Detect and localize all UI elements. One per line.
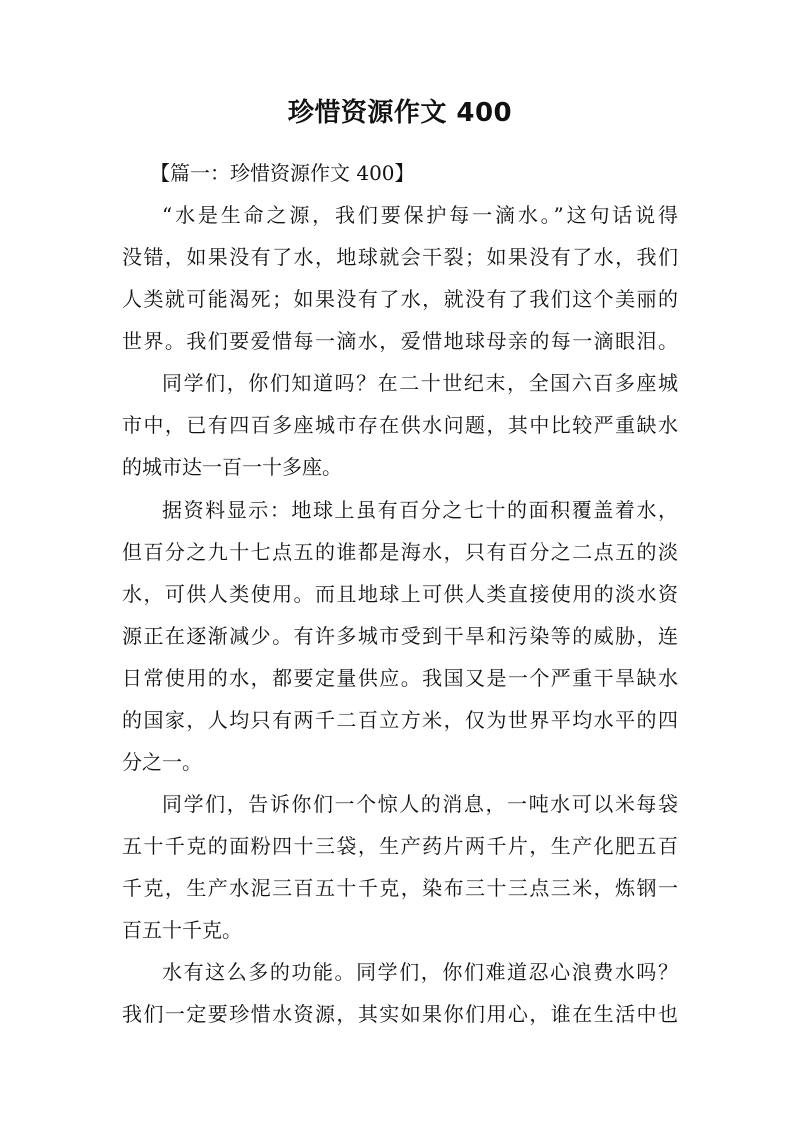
paragraph-line: 据资料显示：地球上虽有百分之七十的面积覆盖着水， <box>162 498 678 522</box>
paragraph-line: 水，可供人类使用。而且地球上可供人类直接使用的淡水资 <box>122 582 678 606</box>
paragraph-line: 源正在逐渐减少。有许多城市受到干旱和污染等的威胁，连 <box>122 624 678 648</box>
paragraph-line: 百五十千克。 <box>122 918 242 942</box>
paragraph-line: 同学们，告诉你们一个惊人的消息，一吨水可以米每袋 <box>162 792 678 816</box>
paragraph-line: 水有这么多的功能。同学们，你们难道忍心浪费水吗？ <box>162 960 678 984</box>
paragraph-line: 同学们，你们知道吗？在二十世纪末，全国六百多座城 <box>162 371 678 395</box>
paragraph-line: “水是生命之源，我们要保护每一滴水。”这句话说得 <box>162 203 678 227</box>
document-title: 珍惜资源作文 400 <box>287 98 513 128</box>
paragraph-line: 我们一定要珍惜水资源，其实如果你们用心，谁在生活中也 <box>122 1002 678 1026</box>
paragraph-line: 但百分之九十七点五的谁都是海水，只有百分之二点五的淡 <box>122 540 678 564</box>
paragraph-line: 市中，已有四百多座城市存在供水问题，其中比较严重缺水 <box>122 413 678 437</box>
paragraph-line: 日常使用的水，都要定量供应。我国又是一个严重干旱缺水 <box>122 666 678 690</box>
paragraph-line: 五十千克的面粉四十三袋，生产药片两千片，生产化肥五百 <box>122 834 678 858</box>
paragraph-line: 的城市达一百一十多座。 <box>122 455 342 479</box>
paragraph-line: 分之一。 <box>122 750 202 774</box>
paragraph-line: 世界。我们要爱惜每一滴水，爱惜地球母亲的每一滴眼泪。 <box>122 329 678 353</box>
section-heading: 【篇一：珍惜资源作文 400】 <box>150 161 415 185</box>
paragraph-line: 千克，生产水泥三百五十千克，染布三十三点三米，炼钢一 <box>122 876 678 900</box>
paragraph-line: 人类就可能渴死；如果没有了水，就没有了我们这个美丽的 <box>122 287 678 311</box>
paragraph-line: 没错，如果没有了水，地球就会干裂；如果没有了水，我们 <box>122 245 678 269</box>
paragraph-line: 的国家，人均只有两千二百立方米，仅为世界平均水平的四 <box>122 708 678 732</box>
